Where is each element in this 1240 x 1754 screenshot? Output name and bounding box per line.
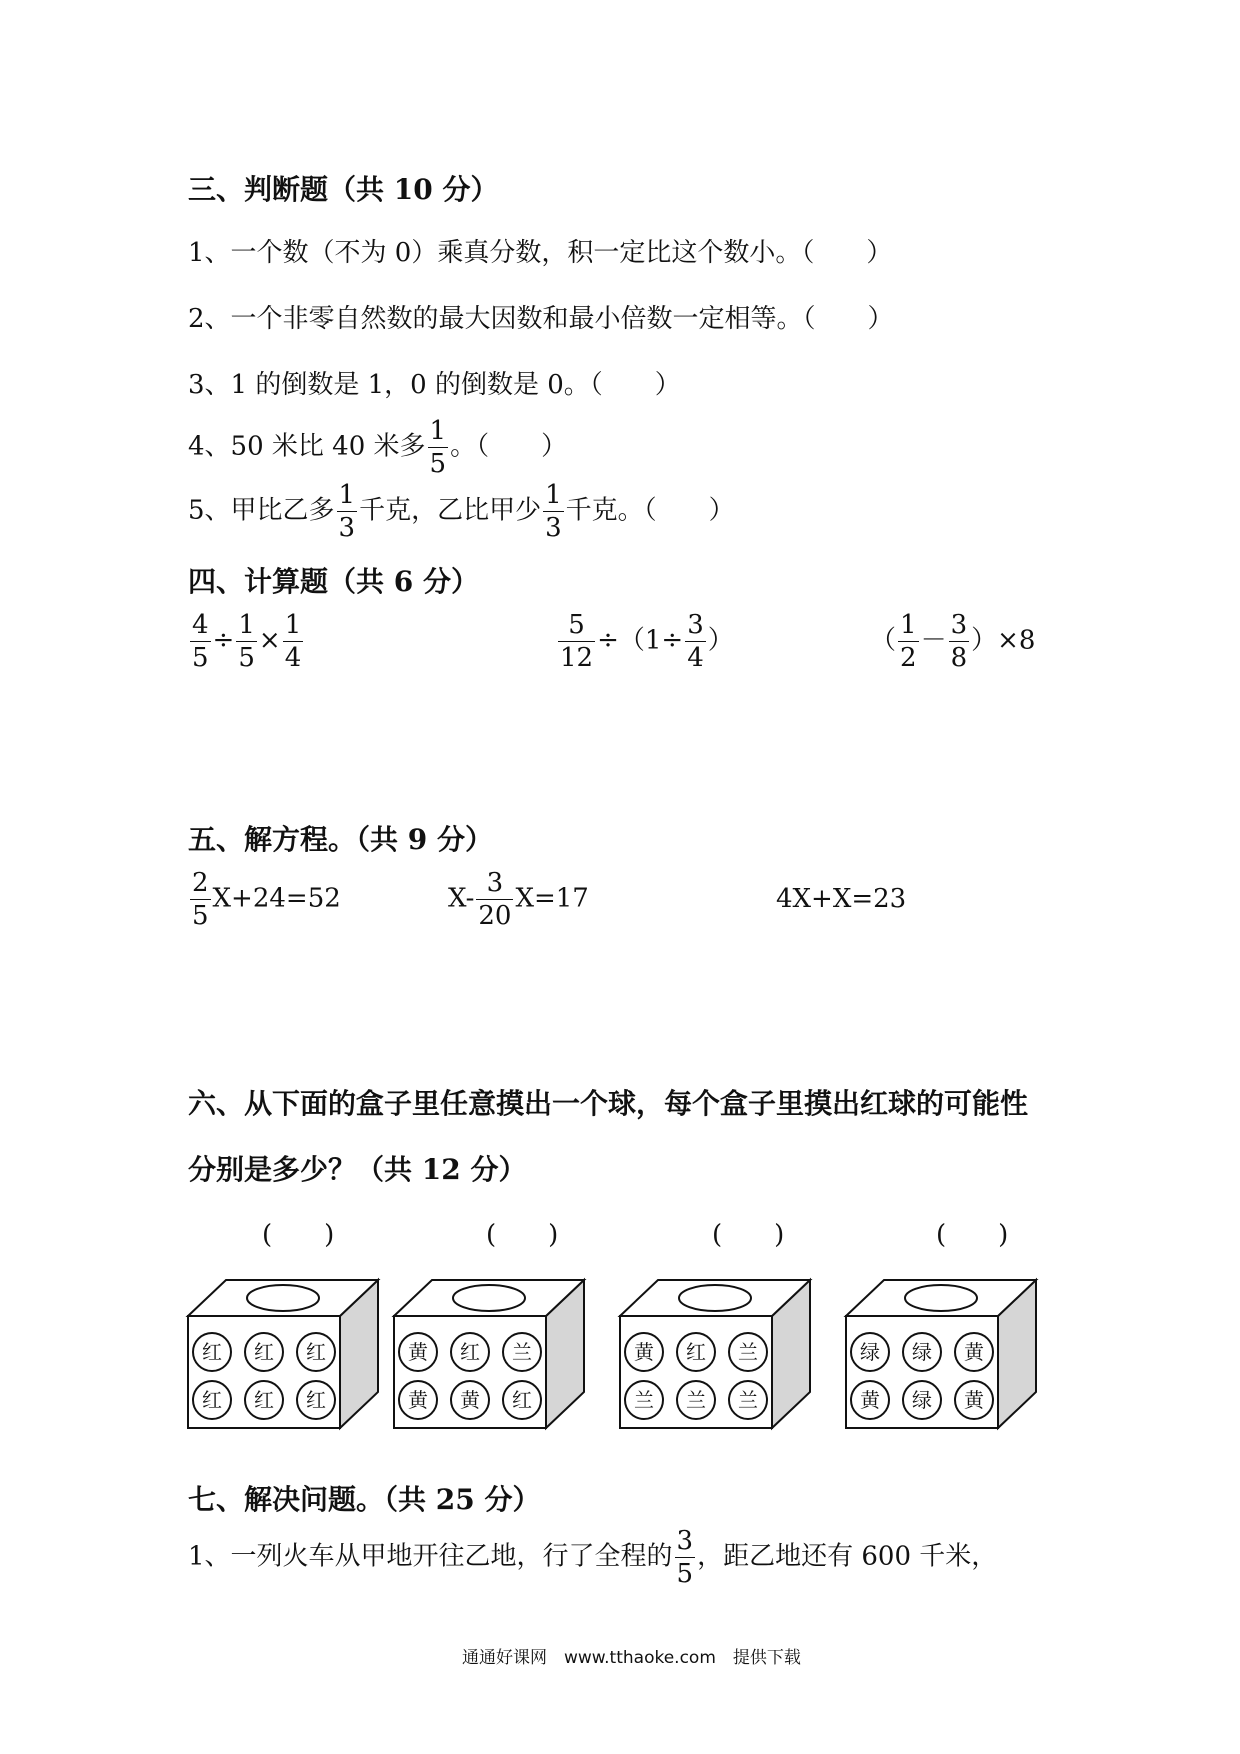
fraction: $\frac{1}{2}$	[900, 610, 917, 673]
section7-title: 七、解决问题。（共 25 分）	[188, 1483, 541, 1516]
section3-title: 三、判断题（共 10 分）	[188, 173, 499, 206]
box-opening	[905, 1285, 977, 1311]
section6-title-line1: 六、从下面的盒子里任意摸出一个球，每个盒子里摸出红球的可能性	[188, 1087, 1029, 1120]
judge-q2: 2、一个非零自然数的最大因数和最小倍数一定相等。（ ）	[188, 304, 894, 334]
calc-expression-3: （ $\frac{1}{2}$ － $\frac{3}{8}$ ）×8	[870, 610, 1036, 673]
footer-text: 通通好课网 www.tthaoke.com 提供下载	[462, 1648, 801, 1668]
fraction: $\frac{2}{5}$	[192, 868, 209, 931]
ball-label: 绿	[912, 1340, 932, 1364]
ball-box	[846, 1280, 1036, 1428]
ball-label: 兰	[512, 1340, 532, 1364]
fraction: $\frac{1}{5}$	[238, 610, 255, 673]
judge-q5-pre: 5、甲比乙多	[188, 495, 335, 526]
ball-label: 红	[202, 1340, 222, 1364]
ball-label: 红	[202, 1388, 222, 1412]
ball-label: 绿	[912, 1388, 932, 1412]
fraction: $\frac{3}{8}$	[950, 610, 968, 673]
fraction: $\frac{3}{4}$	[687, 610, 704, 673]
answer-blank-3[interactable]: ( )	[712, 1220, 785, 1250]
answer-blank-4[interactable]: ( )	[936, 1220, 1009, 1250]
answer-blank-2[interactable]: ( )	[486, 1220, 559, 1250]
fraction: $\frac{3}{20}$	[478, 868, 512, 931]
fraction: $\frac{1}{4}$	[284, 610, 302, 673]
ball-label: 红	[460, 1340, 480, 1364]
ball-label: 兰	[738, 1340, 758, 1364]
ball-label: 黄	[408, 1340, 428, 1364]
ball-box	[620, 1280, 810, 1428]
ball-label: 黄	[964, 1340, 984, 1364]
fraction: $\frac{1}{3}$	[338, 480, 356, 543]
box-opening	[679, 1285, 751, 1311]
ball-label: 兰	[634, 1388, 654, 1412]
ball-label: 红	[686, 1340, 706, 1364]
ball-label: 红	[306, 1340, 326, 1364]
ball-label: 红	[254, 1340, 274, 1364]
ball-box	[188, 1280, 378, 1428]
judge-q1: 1、一个数（不为 0）乘真分数，积一定比这个数小。（ ）	[188, 238, 893, 268]
ball-label: 黄	[964, 1388, 984, 1412]
ball-label: 绿	[860, 1340, 880, 1364]
ball-label: 黄	[860, 1388, 880, 1412]
ball-label: 兰	[738, 1388, 758, 1412]
box-opening	[453, 1285, 525, 1311]
ball-label: 红	[512, 1388, 532, 1412]
equation-2: X- $\frac{3}{20}$ X=17	[448, 868, 589, 931]
fraction: $\frac{1}{3}$	[545, 480, 562, 543]
judge-q4-pre: 4、50 米比 40 米多	[188, 431, 426, 462]
ball-box	[394, 1280, 584, 1428]
answer-blank-1[interactable]: ( )	[262, 1220, 335, 1250]
fraction: $\frac{4}{5}$	[192, 610, 209, 673]
fraction: $\frac{5}{12}$	[560, 610, 594, 673]
judge-q4-post: 。（ ）	[450, 431, 568, 462]
equation-3: 4X+X=23	[776, 884, 907, 914]
section4-title: 四、计算题（共 6 分）	[188, 565, 479, 598]
judge-q5-mid: 千克，乙比甲少	[359, 495, 542, 526]
equation-1: $\frac{2}{5}$ X+24=52	[192, 868, 341, 931]
judge-q3: 3、1 的倒数是 1，0 的倒数是 0。（ ）	[188, 370, 681, 400]
ball-label: 兰	[686, 1388, 706, 1412]
ball-label: 红	[306, 1388, 326, 1412]
ball-label: 黄	[408, 1388, 428, 1412]
judge-q5-post: 千克。（ ）	[565, 495, 735, 526]
section6-title-line2: 分别是多少？（共 12 分）	[188, 1153, 527, 1186]
box-opening	[247, 1285, 319, 1311]
section5-title: 五、解方程。（共 9 分）	[188, 823, 493, 856]
ball-label: 黄	[634, 1340, 654, 1364]
fraction: $\frac{3}{5}$	[676, 1526, 694, 1589]
ball-label: 黄	[460, 1388, 480, 1412]
calc-expression-2: $\frac{5}{12}$ ÷（1÷ $\frac{3}{4}$ ）	[560, 610, 734, 673]
problem-q1: 1、一列火车从甲地开往乙地，行了全程的 $\frac{3}{5}$ ，距乙地还有 600 千米，	[188, 1526, 998, 1589]
ball-label: 红	[254, 1388, 274, 1412]
fraction: $\frac{1}{5}$	[429, 416, 447, 479]
calc-expression-1: $\frac{4}{5}$ ÷ $\frac{1}{5}$ × $\frac{1}{4}$	[192, 610, 302, 673]
